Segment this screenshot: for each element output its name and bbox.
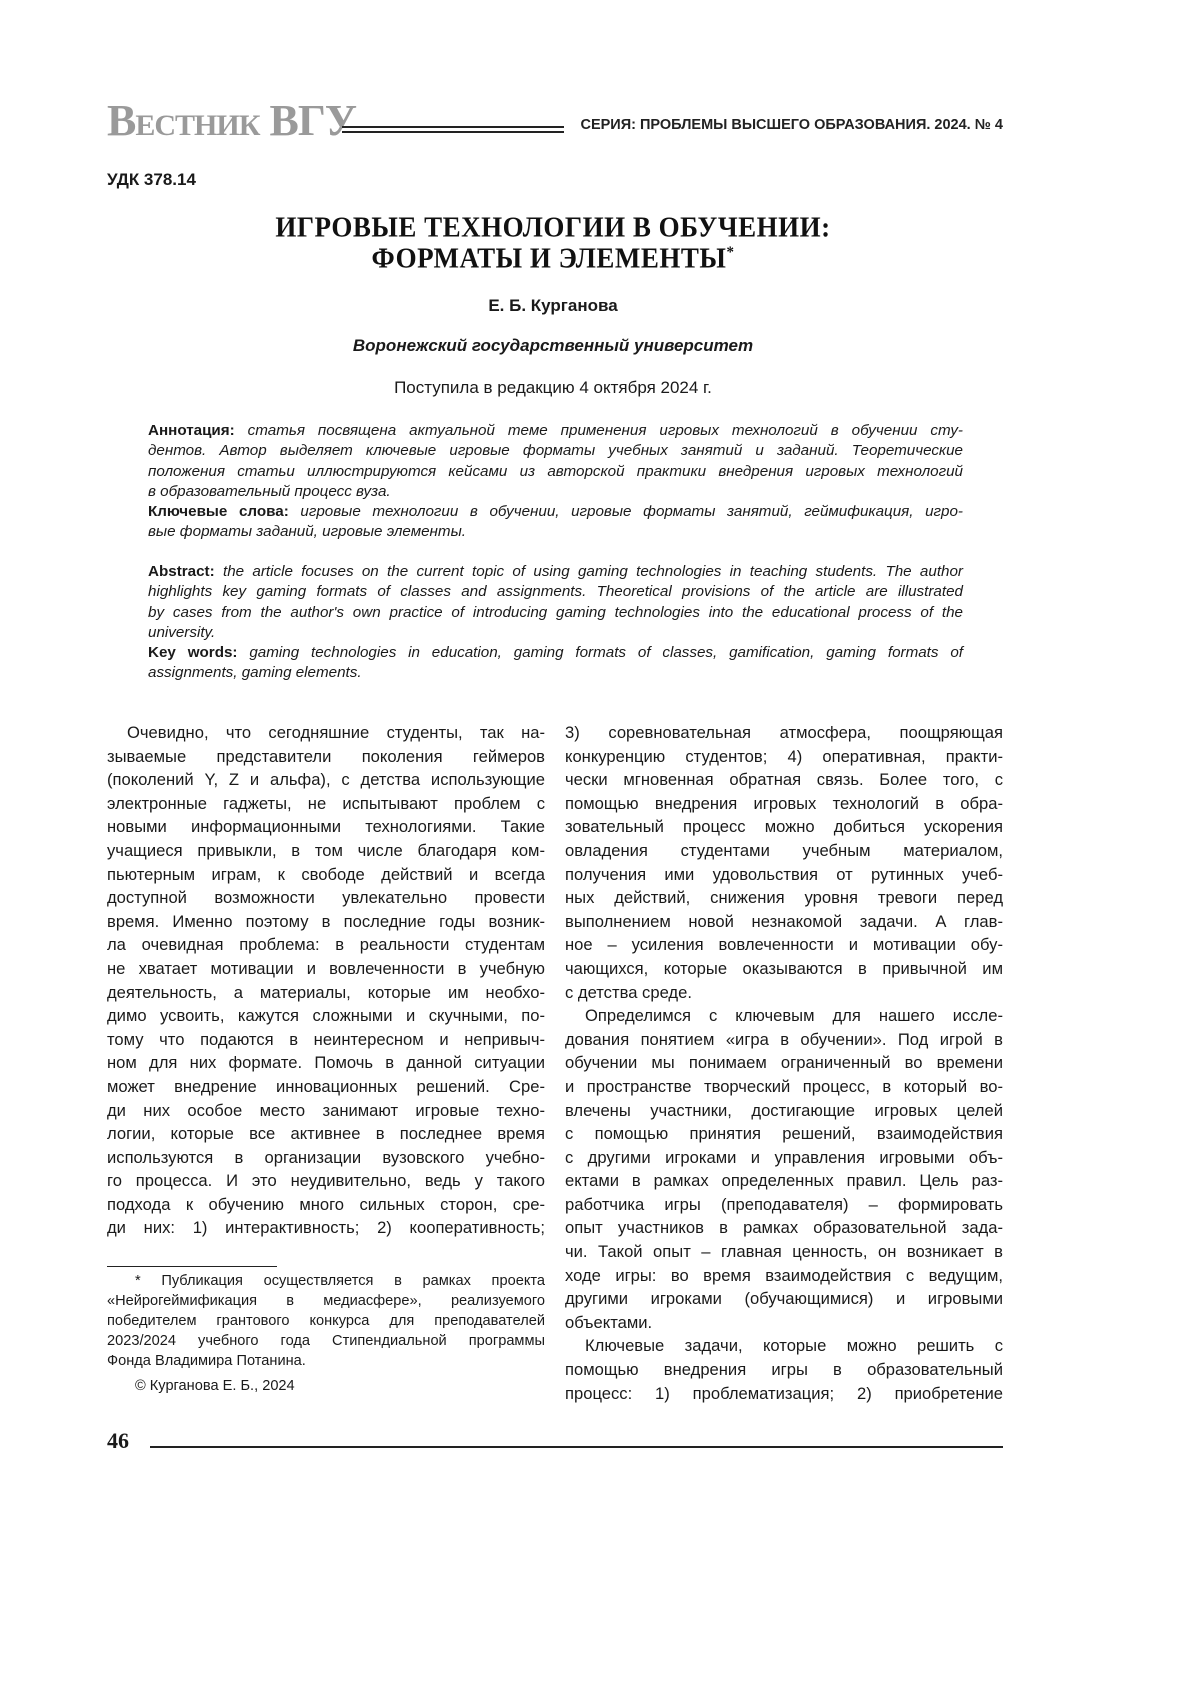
paragraph-line-text: используются в организации вузовского учебно- — [107, 1148, 545, 1167]
article-title-line2 — [0, 242, 1106, 275]
abstract-en-line — [148, 603, 963, 623]
abstract-en-label: Abstract: — [148, 563, 215, 580]
paragraph-line-text: выполнением новой незнакомой задачи. А глав- — [565, 912, 1003, 931]
paragraph-line — [565, 1287, 1003, 1311]
abstract-en-line-text: the article focuses on the current topic of using gaming technologies in teaching students. The author — [223, 563, 963, 580]
paragraph-line-text: помощью внедрения игры в образовательный — [565, 1360, 1003, 1379]
footnote-line-text: «Нейрогеймификация в медиасфере», реализуемого — [107, 1293, 545, 1309]
paragraph-line — [107, 815, 545, 839]
paragraph-line — [565, 957, 1003, 981]
footer-rule — [150, 1446, 1003, 1448]
footnote-rule — [107, 1266, 277, 1267]
paragraph-line-text: логии, которые все активнее в последнее время — [107, 1124, 545, 1143]
affiliation: Воронежский государственный университет — [0, 336, 1106, 356]
paragraph-line — [565, 1382, 1003, 1406]
paragraph-line — [107, 839, 545, 863]
paragraph-line — [565, 1099, 1003, 1123]
paragraph-line-text: чающихся, которые оказываются в привычной им — [565, 959, 1003, 978]
paragraph-line — [107, 1099, 545, 1123]
footnote-line-text: Фонда Владимира Потанина. — [107, 1353, 306, 1369]
footnote-line-text: 2023/2024 учебного года Стипендиальной программы — [107, 1333, 545, 1349]
annotation-line-text: дентов. Автор выделяет ключевые игровые форматы учебных занятий и заданий. Теоретические — [148, 442, 963, 459]
annotation-line — [148, 462, 963, 482]
keywords-ru-line — [148, 522, 963, 542]
paragraph-line — [107, 933, 545, 957]
keywords-en-line-text: assignments, gaming elements. — [148, 664, 362, 681]
paragraph-line — [107, 957, 545, 981]
keywords-en-line — [148, 643, 963, 663]
keywords-en-line — [148, 663, 963, 683]
paragraph-line — [107, 910, 545, 934]
paragraph-line-text: чи. Такой опыт – главная ценность, он возникает в — [565, 1242, 1003, 1261]
annotation-label: Аннотация: — [148, 422, 235, 439]
paragraph-line-text: и пространстве творческий процесс, в который во- — [565, 1077, 1003, 1096]
body-column-left — [107, 721, 545, 1240]
keywords-ru-line — [148, 502, 963, 522]
paragraph-line-text: деятельность, а материалы, которые им необхо- — [107, 983, 545, 1002]
paragraph-line-text: помощью внедрения игровых технологий в обра- — [565, 794, 1003, 813]
paragraph-line — [565, 1311, 1003, 1335]
header-rule — [342, 126, 564, 133]
journal-logo-name: ЕСТНИК — [135, 109, 259, 142]
keywords-en-line-text: gaming technologies in education, gaming formats of classes, gamification, gaming formats of — [249, 644, 963, 661]
paragraph-line — [107, 1193, 545, 1217]
paragraph-line — [565, 1334, 1003, 1358]
journal-logo — [107, 96, 356, 151]
paragraph-line-text: объектами. — [565, 1313, 652, 1332]
paragraph-line-text: чески мгновенная обратная связь. Более того, с — [565, 770, 1003, 789]
paragraph-line — [565, 886, 1003, 910]
annotation-line — [148, 482, 963, 502]
paragraph-line-text: го процесса. И это неудивительно, ведь у такого — [107, 1171, 545, 1190]
keywords-ru-line-text: вые форматы заданий, игровые элементы. — [148, 523, 466, 540]
abstract-en-line — [148, 562, 963, 582]
paragraph-line-text: с детства среде. — [565, 983, 692, 1002]
paragraph-line-text: (поколений Y, Z и альфа), с детства использующие — [107, 770, 545, 789]
paragraph-line-text: ных действий, снижения уровня тревоги перед — [565, 888, 1003, 907]
footnote-line — [107, 1271, 545, 1291]
paragraph-line-text: доступной возможности увлекательно провести — [107, 888, 545, 907]
paragraph-line-text: электронные гаджеты, не испытывают проблем с — [107, 794, 545, 813]
article-title-line1: ИГРОВЫЕ ТЕХНОЛОГИИ В ОБУЧЕНИИ: — [0, 211, 1106, 244]
paragraph-line-text: дования понятием «игра в обучении». Под игрой в — [565, 1030, 1003, 1049]
footnote-line — [107, 1351, 545, 1371]
udk-code: УДК 378.14 — [107, 170, 196, 190]
paragraph-line — [565, 1358, 1003, 1382]
abstract-en-line-text: highlights key gaming formats of classes and assignments. Theoretical provisions of the article are illustrated — [148, 583, 963, 600]
paragraph-line — [565, 839, 1003, 863]
keywords-ru-line-text: игровые технологии в обучении, игровые форматы занятий, геймификация, игро- — [300, 503, 963, 520]
paragraph-line-text: ном для них формате. Помочь в данной ситуации — [107, 1053, 545, 1072]
paragraph-line-text: опыт участников в рамках образовательной зада- — [565, 1218, 1003, 1237]
footnote-line — [107, 1311, 545, 1331]
copyright: © Курганова Е. Б., 2024 — [135, 1378, 295, 1394]
paragraph-line-text: пьютерным играм, к свободе действий и всегда — [107, 865, 545, 884]
paragraph-line-text: овладения студентами учебным материалом, — [565, 841, 1003, 860]
paragraph-line — [107, 792, 545, 816]
paragraph-line — [107, 1028, 545, 1052]
paragraph-line-text: конкуренцию студентов; 4) оперативная, практи- — [565, 747, 1003, 766]
paragraph-line-text: Ключевые задачи, которые можно решить с — [585, 1336, 1003, 1355]
paragraph-line — [107, 1169, 545, 1193]
paragraph-line-text: ди них особое место занимают игровые техно- — [107, 1101, 545, 1120]
paragraph-line-text: тому что подаются в неинтересном и непривыч- — [107, 1030, 545, 1049]
paragraph-line — [107, 745, 545, 769]
paragraph-line — [107, 1216, 545, 1240]
paragraph-line-text: новыми информационными технологиями. Такие — [107, 817, 545, 836]
footnote-line — [107, 1331, 545, 1351]
paragraph-line-text: ходе игры: во время взаимодействия с ведущим, — [565, 1266, 1003, 1285]
paragraph-line — [565, 1264, 1003, 1288]
paragraph-line — [565, 1216, 1003, 1240]
paragraph-line — [565, 815, 1003, 839]
paragraph-line-text: подхода к обучению много сильных сторон, сре- — [107, 1195, 545, 1214]
annotation-line-text: положения статьи иллюстрируются кейсами из авторской практики внедрения игровых технологий — [148, 463, 963, 480]
paragraph-line-text: ди них: 1) интерактивность; 2) кооперативность; — [107, 1218, 545, 1237]
paragraph-line — [107, 1075, 545, 1099]
paragraph-line — [565, 1169, 1003, 1193]
keywords-en-label: Key words: — [148, 644, 238, 661]
paragraph-line-text: работчика игры (преподавателя) – формировать — [565, 1195, 1003, 1214]
annotation-line — [148, 421, 963, 441]
paragraph-line-text: обучении мы понимаем ограниченный во времени — [565, 1053, 1003, 1072]
series-info: СЕРИЯ: ПРОБЛЕМЫ ВЫСШЕГО ОБРАЗОВАНИЯ. 2024. № 4 — [580, 117, 1003, 133]
paragraph-line-text: ла очевидная проблема: в реальности студентам — [107, 935, 545, 954]
paragraph-line — [565, 1004, 1003, 1028]
paragraph-line-text: 3) соревновательная атмосфера, поощряющая — [565, 723, 1003, 742]
paragraph-line-text: учащиеся привыкли, в том числе благодаря ком- — [107, 841, 545, 860]
paragraph-line — [565, 1075, 1003, 1099]
paragraph-line — [107, 1004, 545, 1028]
footnote-line-text: победителем грантового конкурса для преподавателей — [107, 1313, 545, 1329]
author: Е. Б. Курганова — [0, 296, 1106, 316]
paragraph-line — [565, 1146, 1003, 1170]
paragraph-line-text: зовательный процесс можно добиться ускорения — [565, 817, 1003, 836]
paragraph-line — [565, 745, 1003, 769]
abstract-en-line-text: university. — [148, 624, 215, 641]
paragraph-line — [565, 768, 1003, 792]
journal-logo-initial: В — [107, 96, 135, 145]
paragraph-line — [565, 792, 1003, 816]
english-abstract — [148, 562, 963, 684]
paragraph-line — [565, 1051, 1003, 1075]
paragraph-line-text: время. Именно поэтому в последние годы возник- — [107, 912, 545, 931]
paragraph-line-text: может внедрение инновационных решений. Сре- — [107, 1077, 545, 1096]
paragraph-line-text: димо усвоить, кажутся сложными и скучными, по- — [107, 1006, 545, 1025]
russian-abstract — [148, 421, 963, 543]
paragraph-line-text: с помощью принятия решений, взаимодействия — [565, 1124, 1003, 1143]
annotation-line-text: статья посвящена актуальной теме применения игровых технологий в обучении сту- — [248, 422, 963, 439]
paragraph-line — [565, 1122, 1003, 1146]
paragraph-line — [565, 863, 1003, 887]
paragraph-line-text: ное – усиления вовлеченности и мотивации обу- — [565, 935, 1003, 954]
paragraph-line — [107, 981, 545, 1005]
paragraph-line-text: с другими игроками и управления игровыми объ- — [565, 1148, 1003, 1167]
paragraph-line — [565, 933, 1003, 957]
paragraph-line — [107, 721, 545, 745]
page-number: 46 — [107, 1428, 129, 1454]
paragraph-line-text: Определимся с ключевым для нашего иссле- — [585, 1006, 1003, 1025]
paragraph-line-text: ектами в рамках определенных правил. Цель раз- — [565, 1171, 1003, 1190]
paragraph-line-text: другими игроками (обучающимися) и игровыми — [565, 1289, 1003, 1308]
journal-logo-vgu: ВГУ — [269, 96, 356, 145]
paragraph-line — [565, 981, 1003, 1005]
abstract-en-line — [148, 623, 963, 643]
annotation-line — [148, 441, 963, 461]
paragraph-line — [107, 1051, 545, 1075]
paragraph-line — [107, 1146, 545, 1170]
paragraph-line-text: Очевидно, что сегодняшние студенты, так на- — [127, 723, 545, 742]
paragraph-line-text: получения ими удовольствия от рутинных учеб- — [565, 865, 1003, 884]
paragraph-line — [565, 1193, 1003, 1217]
paragraph-line — [107, 886, 545, 910]
received-date: Поступила в редакцию 4 октября 2024 г. — [0, 378, 1106, 398]
abstract-en-line-text: by cases from the author's own practice of introducing gaming technologies into the educational process of the — [148, 604, 963, 621]
paragraph-line — [565, 910, 1003, 934]
abstract-en-line — [148, 582, 963, 602]
body-column-right — [565, 721, 1003, 1405]
paragraph-line-text: влечены участники, достигающие игровых целей — [565, 1101, 1003, 1120]
paragraph-line — [565, 1240, 1003, 1264]
paragraph-line — [107, 1122, 545, 1146]
keywords-ru-label: Ключевые слова: — [148, 503, 289, 520]
paragraph-line — [565, 721, 1003, 745]
footnote-mark: * — [726, 244, 734, 261]
footnote-line — [107, 1291, 545, 1311]
paragraph-line-text: зываемые представители поколения геймеров — [107, 747, 545, 766]
paragraph-line — [107, 863, 545, 887]
paragraph-line — [107, 768, 545, 792]
paragraph-line — [565, 1028, 1003, 1052]
paragraph-line-text: процесс: 1) проблематизация; 2) приобретение — [565, 1384, 1003, 1403]
footnote — [107, 1271, 545, 1371]
footnote-line-text: * Публикация осуществляется в рамках проекта — [135, 1273, 545, 1289]
annotation-line-text: в образовательный процесс вуза. — [148, 483, 391, 500]
paragraph-line-text: не хватает мотивации и вовлеченности в учебную — [107, 959, 545, 978]
article-title-text: ФОРМАТЫ И ЭЛЕМЕНТЫ — [372, 242, 727, 274]
